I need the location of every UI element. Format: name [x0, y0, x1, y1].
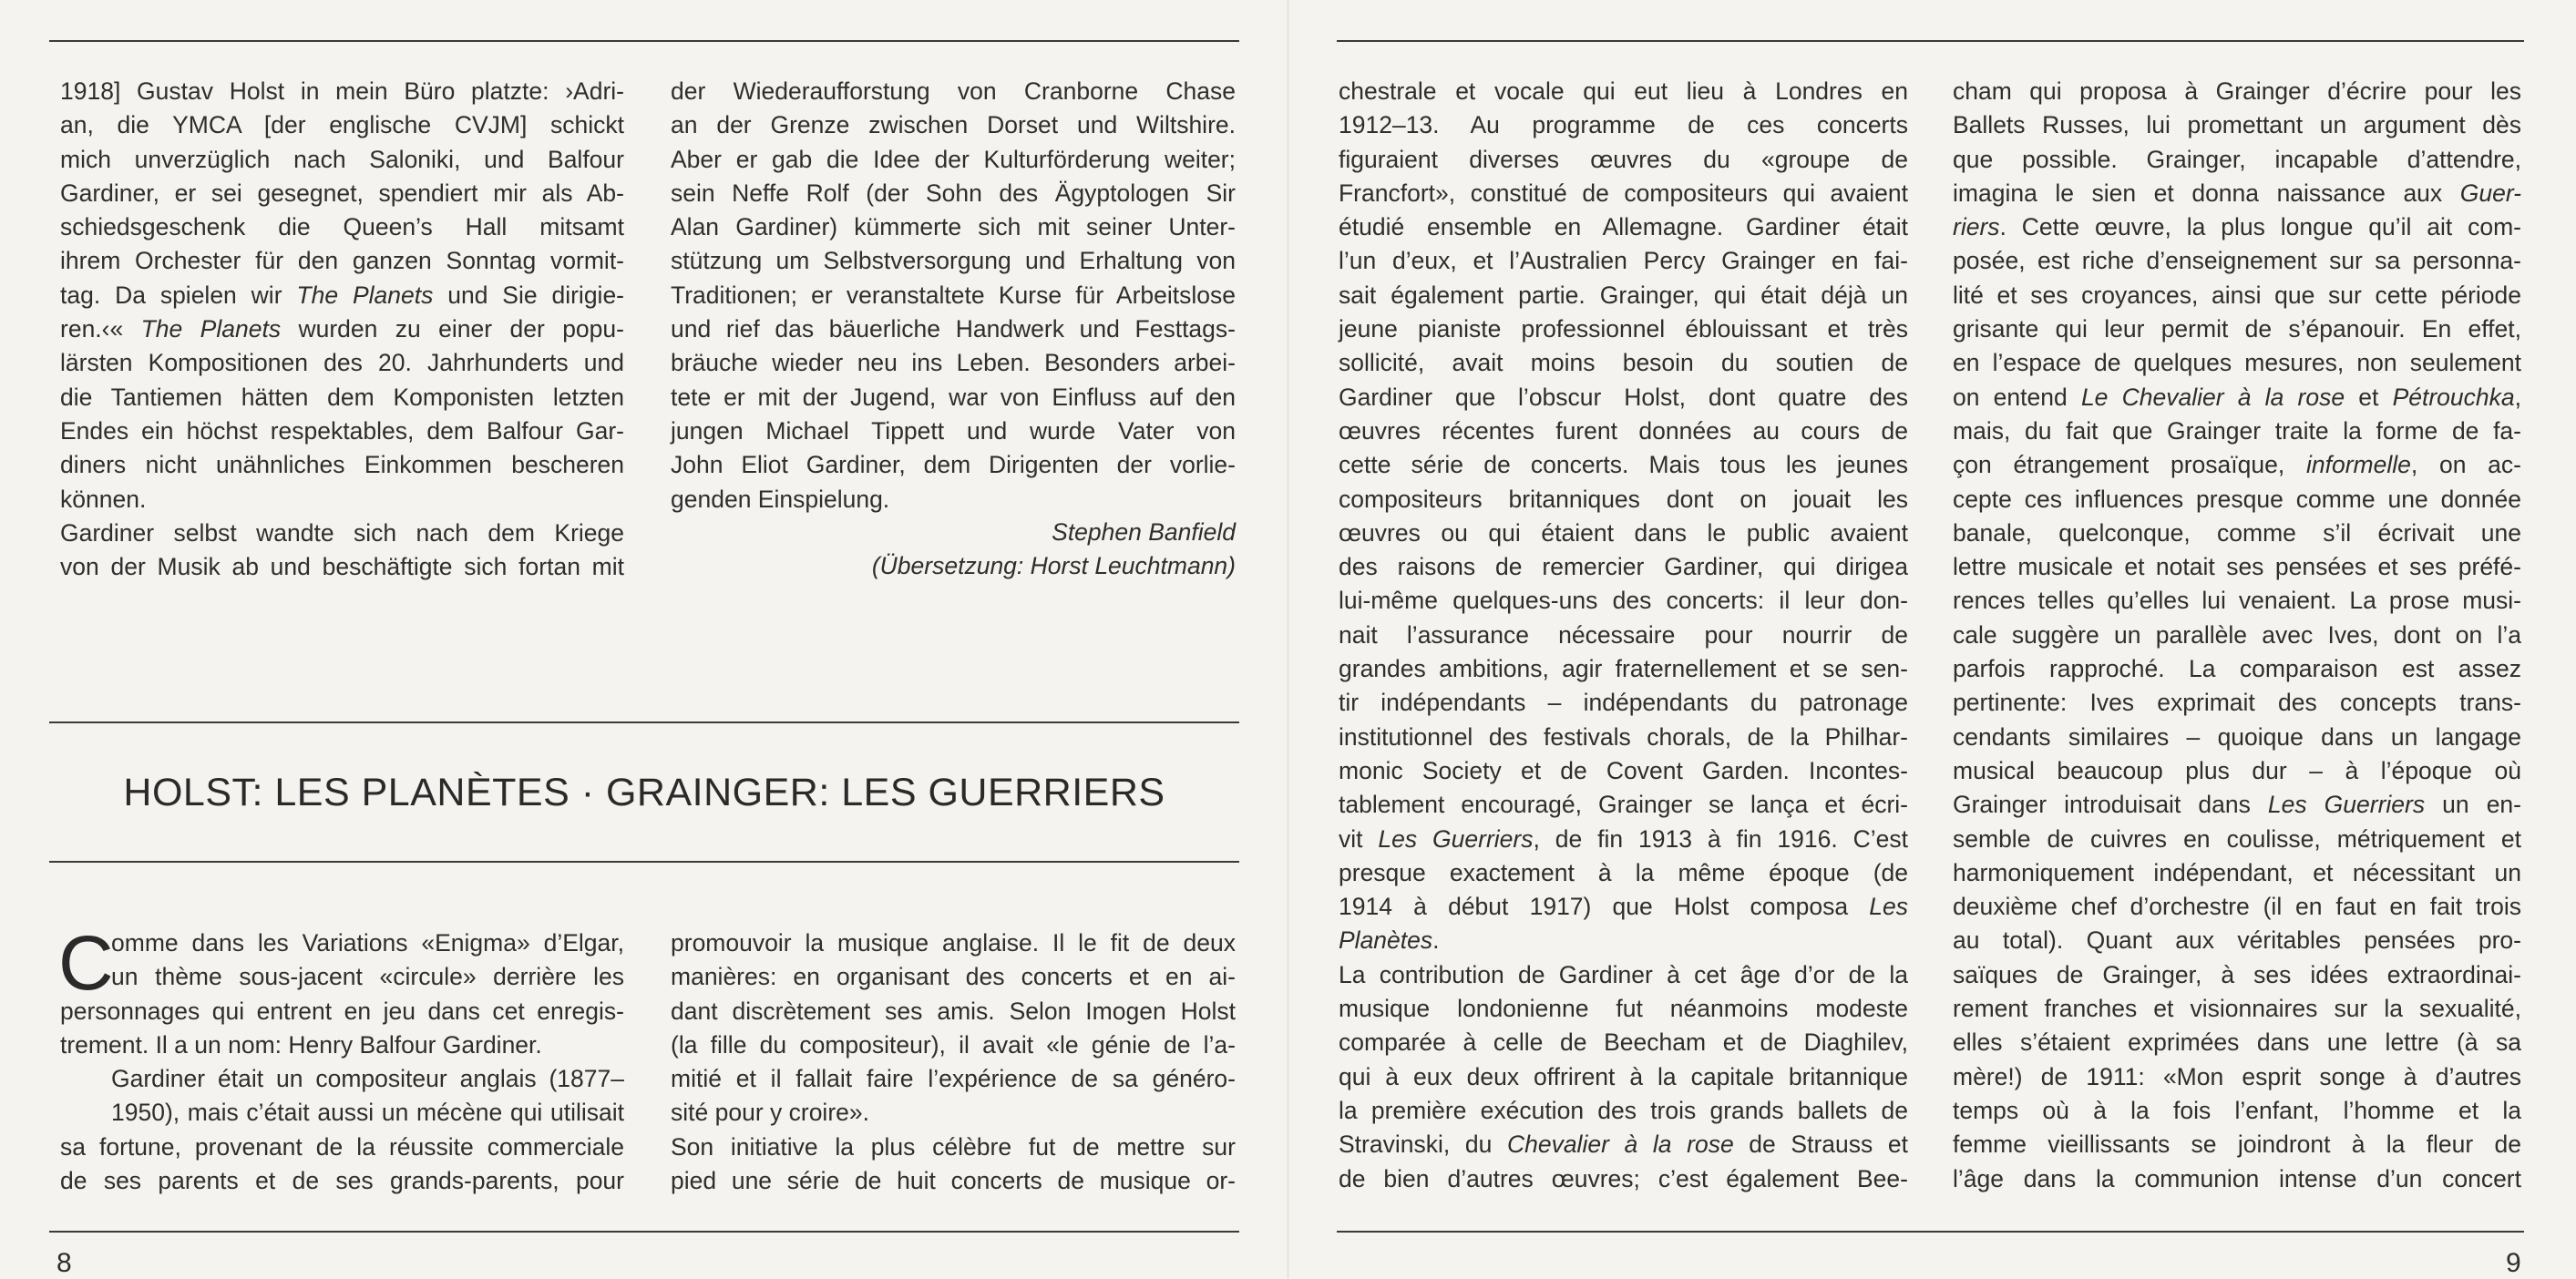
- line-text: banale, quelconque, comme s’il écrivait une: [1953, 518, 2521, 547]
- text-line: [1953, 619, 2521, 652]
- text-line: [671, 483, 1236, 517]
- section-rule-top: [49, 721, 1239, 723]
- italic-title-text: Les Guerriers: [2267, 791, 2426, 819]
- line-text: Gardiner que l’obscur Holst, dont quatre des: [1339, 383, 1908, 411]
- line-text: und rief das bäuerliche Handwerk und Festtags-: [671, 315, 1236, 343]
- text-line: [1339, 823, 1908, 856]
- text-line: [1339, 483, 1908, 517]
- line-text: et: [2345, 383, 2393, 411]
- text-line: [1339, 1060, 1908, 1094]
- text-line: [1953, 414, 2521, 448]
- article-credits: [671, 516, 1236, 584]
- text-line: [1339, 414, 1908, 448]
- text-line: [671, 143, 1236, 177]
- line-text: cham qui proposa à Grainger d’écrire pour les: [1953, 77, 2521, 105]
- line-text: .: [1432, 926, 1440, 955]
- italic-title-text: The Planets: [140, 315, 282, 343]
- line-text: imagina le sien et donna naissance aux: [1953, 179, 2460, 207]
- text-line: [671, 995, 1236, 1028]
- text-line: [1339, 1026, 1908, 1059]
- text-line: [1339, 143, 1908, 177]
- line-text: lettre musicale et notait ses pensées et ses préfé-: [1953, 553, 2521, 581]
- line-text: dant discrètement ses amis. Selon Imogen Holst: [671, 997, 1236, 1025]
- line-text: , on ac-: [2410, 451, 2521, 479]
- line-text: mitié et il fallait faire l’expérience de sa généro-: [671, 1065, 1236, 1093]
- line-text: des raisons de remercier Gardiner, qui dirigea: [1339, 553, 1908, 581]
- text-line: [1953, 1162, 2521, 1196]
- text-line: [60, 517, 624, 550]
- text-line: [1953, 1128, 2521, 1161]
- text-line: [1339, 312, 1908, 346]
- line-text: 1914 à début 1917) que Holst composa: [1339, 893, 1870, 921]
- line-text: von der Musik ab und beschäftigte sich fortan mit: [60, 553, 624, 581]
- paragraph: [60, 1062, 624, 1198]
- line-text: tete er mit der Jugend, war von Einfluss auf den: [671, 383, 1236, 411]
- text-line: [1339, 1094, 1908, 1128]
- paragraph: [671, 1131, 1236, 1199]
- line-text: schiedsgeschenk die Queen’s Hall mitsamt: [60, 213, 624, 241]
- text-line: [1339, 958, 1908, 992]
- line-text: lité et ses croyances, ainsi que sur cette période: [1953, 281, 2521, 309]
- text-line: [1339, 177, 1908, 210]
- text-line: [1953, 381, 2521, 414]
- line-text: grandes ambitions, agir fraternellement et se sen-: [1339, 655, 1908, 683]
- text-line: [1953, 448, 2521, 482]
- drop-cap: C: [58, 920, 114, 1006]
- line-text: sollicité, avait moins besoin du soutien de: [1339, 349, 1908, 377]
- text-line: [1953, 483, 2521, 517]
- paragraph: [671, 926, 1236, 1131]
- text-line: [1953, 958, 2521, 992]
- text-line: [1339, 1128, 1908, 1161]
- line-text: trement. Il a un nom: Henry Balfour Gardiner.: [60, 1030, 542, 1059]
- text-line: [60, 1062, 624, 1096]
- line-text: Aber er gab die Idee der Kulturförderung weiter;: [671, 145, 1236, 173]
- line-text: tir indépendants – indépendants du patronage: [1339, 689, 1908, 717]
- text-line: [671, 279, 1236, 312]
- translator-credit: (Übersetzung: Horst Leuchtmann): [871, 552, 1236, 580]
- text-line: [1339, 652, 1908, 686]
- text-line: [60, 75, 624, 108]
- line-text: saïques de Grainger, à ses idées extraordinai-: [1953, 960, 2521, 988]
- line-text: La contribution de Gardiner à cet âge d’or de la: [1339, 960, 1908, 988]
- line-text: wurden zu einer der popu-: [281, 315, 624, 343]
- text-line: [1953, 890, 2521, 924]
- text-line: [671, 1131, 1236, 1164]
- line-text: sait également partie. Grainger, qui était déjà un: [1339, 281, 1908, 309]
- paragraph: [60, 517, 624, 585]
- column-1-top: [60, 75, 624, 584]
- text-line: [671, 960, 1236, 994]
- text-line: [1339, 75, 1908, 108]
- text-line: [1339, 279, 1908, 312]
- italic-title-text: Les: [1869, 893, 1908, 921]
- line-text: que possible. Grainger, incapable d’attendre,: [1953, 145, 2521, 173]
- text-line: [60, 108, 624, 142]
- line-text: œuvres récentes furent données au cours de: [1339, 416, 1908, 445]
- text-line: [1953, 1094, 2521, 1128]
- text-line: [1953, 1060, 2521, 1094]
- bottom-rule-right: [1337, 1231, 2524, 1233]
- page-number-right: 9: [2506, 1248, 2521, 1278]
- column-2-top: [671, 75, 1236, 517]
- text-line: [1953, 177, 2521, 210]
- text-line: [1953, 244, 2521, 278]
- line-text: Alan Gardiner) kümmerte sich mit seiner Unter-: [671, 213, 1236, 241]
- text-line: [60, 312, 624, 346]
- text-line: [60, 143, 624, 177]
- text-line: [60, 926, 624, 960]
- line-text: Gardiner selbst wandte sich nach dem Kriege: [60, 518, 624, 547]
- line-text: stützung um Selbstversorgung und Erhaltung von: [671, 247, 1236, 275]
- line-text: compositeurs britanniques dont on jouait les: [1339, 485, 1908, 513]
- line-text: comparée à celle de Beecham et de Diaghilev,: [1339, 1028, 1908, 1057]
- line-text: rement franches et visionnaires sur la sexualité,: [1953, 995, 2521, 1023]
- column-2-bottom: [671, 926, 1236, 1198]
- line-text: parfois rapproché. La comparaison est assez: [1953, 655, 2521, 683]
- line-text: mère!) de 1911: «Mon esprit songe à d’autres: [1953, 1062, 2521, 1090]
- bottom-rule-left: [49, 1231, 1239, 1233]
- line-text: musical beaucoup plus dur – à l’époque où: [1953, 756, 2521, 784]
- text-line: [671, 448, 1236, 482]
- text-line: [671, 108, 1236, 142]
- line-text: (la fille du compositeur), il avait «le génie de l’a-: [671, 1030, 1236, 1059]
- line-text: Endes ein höchst respektables, dem Balfour Gar-: [60, 416, 624, 445]
- text-line: [1339, 448, 1908, 482]
- line-text: de ses parents et de ses grands-parents, pour: [60, 1167, 624, 1195]
- text-line: [1953, 517, 2521, 550]
- text-line: [1339, 619, 1908, 652]
- text-line: [1953, 75, 2521, 108]
- line-text: sité pour y croire».: [671, 1099, 869, 1127]
- paragraph: [1953, 75, 2521, 1196]
- paragraph: [60, 75, 624, 517]
- line-text: ren.‹«: [60, 315, 141, 343]
- column-4: [1953, 75, 2521, 1196]
- text-line: [60, 177, 624, 210]
- text-line: [60, 414, 624, 448]
- line-text: pertinente: Ives exprimait des concepts trans-: [1953, 689, 2521, 717]
- text-line: [671, 381, 1236, 414]
- text-line: [1953, 1026, 2521, 1059]
- text-line: [671, 244, 1236, 278]
- text-line: [1953, 721, 2521, 754]
- italic-title-text: Les Guerriers: [1378, 824, 1534, 853]
- line-text: institutionnel des festivals chorals, de la Philhar-: [1339, 722, 1908, 751]
- section-rule-bottom: [49, 861, 1239, 863]
- line-text: lärsten Kompositionen des 20. Jahrhunderts und: [60, 349, 624, 377]
- italic-title-text: informelle: [2305, 451, 2411, 479]
- line-text: on entend: [1953, 383, 2081, 411]
- line-text: bräuche wieder neu ins Leben. Besonders arbei-: [671, 349, 1236, 377]
- italic-title-text: Pétrouchka: [2392, 383, 2515, 411]
- text-line: [1339, 210, 1908, 244]
- line-text: vit: [1339, 824, 1379, 853]
- line-text: de bien d’autres œuvres; c’est également Bee-: [1339, 1164, 1908, 1192]
- line-text: genden Einspielung.: [671, 485, 890, 513]
- text-line: [60, 483, 624, 517]
- text-line: [60, 960, 624, 994]
- line-text: sa fortune, provenant de la réussite commerciale: [60, 1132, 624, 1161]
- column-1-bottom: [58, 920, 624, 1198]
- text-line: [671, 1096, 1236, 1130]
- line-text: omme dans les Variations «Enigma» d’Elgar,: [111, 929, 624, 957]
- text-line: [1953, 652, 2521, 686]
- line-text: ihrem Orchester für den ganzen Sonntag vormit-: [60, 247, 624, 275]
- text-line: [1953, 550, 2521, 584]
- text-line: [1339, 108, 1908, 142]
- line-text: , de fin 1913 à fin 1916. C’est: [1533, 824, 1908, 853]
- text-line: [1339, 346, 1908, 380]
- text-line: [1953, 346, 2521, 380]
- text-line: [1339, 788, 1908, 822]
- text-line: [1953, 788, 2521, 822]
- italic-title-text: riers: [1953, 213, 2000, 241]
- line-text: tag. Da spielen wir: [60, 281, 297, 309]
- line-text: Ballets Russes, lui promettant un argument dès: [1953, 111, 2521, 139]
- column-3: [1339, 75, 1908, 1196]
- line-text: 1950), mais c’était aussi un mécène qui utilisait: [111, 1099, 624, 1127]
- line-text: an, die YMCA [der englische CVJM] schickt: [60, 111, 624, 139]
- line-text: pied une série de huit concerts de musique or-: [671, 1167, 1236, 1195]
- text-line: [1953, 924, 2521, 957]
- line-text: semble de cuivres en coulisse, métriquement et: [1953, 824, 2521, 853]
- text-line: [60, 995, 624, 1028]
- paragraph: [1339, 75, 1908, 958]
- line-text: Gardiner était un compositeur anglais (1877–: [111, 1065, 624, 1093]
- text-line: [1339, 754, 1908, 788]
- line-text: deuxième chef d’orchestre (il en faut en fait trois: [1953, 893, 2521, 921]
- line-text: posée, est riche d’enseignement sur sa personna-: [1953, 247, 2521, 275]
- line-text: der Wiederaufforstung von Cranborne Chase: [671, 77, 1236, 105]
- line-text: die Tantiemen hätten dem Komponisten letzten: [60, 383, 624, 411]
- text-line: [671, 926, 1236, 960]
- text-line: [671, 1164, 1236, 1198]
- text-line: [60, 1164, 624, 1198]
- line-text: können.: [60, 485, 147, 513]
- line-text: presque exactement à la même époque (de: [1339, 858, 1908, 886]
- text-line: [1339, 924, 1908, 957]
- text-line: [1953, 312, 2521, 346]
- line-text: çon étrangement prosaïque,: [1953, 451, 2306, 479]
- text-line: [1339, 381, 1908, 414]
- line-text: figuraient diverses œuvres du «groupe de: [1339, 145, 1908, 173]
- line-text: un thème sous-jacent «circule» derrière les: [111, 963, 624, 991]
- line-text: chestrale et vocale qui eut lieu à Londres en: [1339, 77, 1908, 105]
- line-text: Gardiner, er sei gesegnet, spendiert mir als Ab-: [60, 179, 624, 207]
- italic-title-text: Planètes: [1339, 926, 1433, 955]
- line-text: jungen Michael Tippett und wurde Vater von: [671, 416, 1236, 445]
- text-line: [60, 448, 624, 482]
- text-line: [1339, 517, 1908, 550]
- line-text: 1912–13. Au programme de ces concerts: [1339, 111, 1908, 139]
- text-line: [1953, 686, 2521, 720]
- line-text: personnages qui entrent en jeu dans cet enregis-: [60, 997, 624, 1025]
- text-line: [60, 1028, 624, 1062]
- line-text: . Cette œuvre, la plus longue qu’il ait com-: [1999, 213, 2521, 241]
- line-text: cale suggère un parallèle avec Ives, dont on l’a: [1953, 620, 2521, 649]
- page-number-left: 8: [56, 1248, 72, 1278]
- line-text: qui à eux deux offrirent à la capitale britannique: [1339, 1062, 1908, 1090]
- line-text: la première exécution des trois grands ballets de: [1339, 1096, 1908, 1124]
- text-line: [671, 346, 1236, 380]
- line-text: en l’espace de quelques mesures, non seulement: [1953, 349, 2521, 377]
- text-line: [60, 279, 624, 312]
- line-text: promouvoir la musique anglaise. Il le fit de deux: [671, 929, 1236, 957]
- text-line: [1953, 210, 2521, 244]
- line-text: musique londonienne fut néanmoins modeste: [1339, 995, 1908, 1023]
- text-line: [1339, 686, 1908, 720]
- text-line: [671, 177, 1236, 210]
- text-line: [1953, 584, 2521, 618]
- line-text: cepte ces influences presque comme une donnée: [1953, 485, 2521, 513]
- italic-title-text: Chevalier à la rose: [1506, 1131, 1734, 1159]
- line-text: 1918] Gustav Holst in mein Büro platzte: ›Adri-: [60, 77, 624, 105]
- text-line: [671, 414, 1236, 448]
- line-text: monic Society et de Covent Garden. Incontes-: [1339, 756, 1908, 784]
- text-line: [1339, 856, 1908, 890]
- line-text: und Sie dirigie-: [433, 281, 625, 309]
- text-line: [60, 381, 624, 414]
- line-text: œuvres ou qui étaient dans le public avaient: [1339, 518, 1908, 547]
- italic-title-text: Le Chevalier à la rose: [2080, 383, 2345, 411]
- text-line: [60, 244, 624, 278]
- column-1-bottom-text: [58, 920, 624, 1198]
- line-text: Francfort», constitué de compositeurs qui avaient: [1339, 179, 1908, 207]
- line-text: un en-: [2425, 791, 2521, 819]
- line-text: cette série de concerts. Mais tous les jeunes: [1339, 451, 1908, 479]
- line-text: femme vieillissants se joindront à la fleur de: [1953, 1131, 2521, 1159]
- line-text: mich unverzüglich nach Saloniki, und Balfour: [60, 145, 624, 173]
- text-line: [1953, 823, 2521, 856]
- text-line: [60, 1131, 624, 1164]
- section-title: HOLST: LES PLANÈTES · GRAINGER: LES GUERRIERS: [123, 771, 1165, 814]
- text-line: [1953, 856, 2521, 890]
- italic-title-text: Guer-: [2459, 179, 2521, 207]
- text-line: [671, 210, 1236, 244]
- text-line: [1953, 108, 2521, 142]
- text-line: [671, 312, 1236, 346]
- text-line: [1953, 143, 2521, 177]
- line-text: lui-même quelques-uns des concerts: il leur don-: [1339, 587, 1908, 615]
- text-line: [671, 1028, 1236, 1062]
- author-credit: Stephen Banfield: [1052, 518, 1236, 546]
- text-line: [1953, 992, 2521, 1026]
- line-text: tablement encouragé, Grainger se lança et écri-: [1339, 791, 1908, 819]
- paragraph: [1339, 958, 1908, 1196]
- line-text: Grainger introduisait dans: [1953, 791, 2268, 819]
- text-line: [60, 550, 624, 584]
- paragraph: [671, 75, 1236, 517]
- text-line: [1953, 754, 2521, 788]
- top-rule-left: [49, 40, 1239, 42]
- line-text: rences telles qu’elles lui venaient. La prose musi-: [1953, 587, 2521, 615]
- line-text: étudié ensemble en Allemagne. Gardiner était: [1339, 213, 1908, 241]
- text-line: [1339, 550, 1908, 584]
- line-text: diners nicht unähnliches Einkommen bescheren: [60, 451, 624, 479]
- text-line: [60, 346, 624, 380]
- line-text: Stravinski, du: [1339, 1131, 1507, 1159]
- line-text: manières: en organisant des concerts et en ai-: [671, 963, 1236, 991]
- top-rule-right: [1337, 40, 2524, 42]
- line-text: elles s’étaient exprimées dans une lettre (à sa: [1953, 1028, 2521, 1057]
- line-text: harmoniquement indépendant, et nécessitant un: [1953, 858, 2521, 886]
- text-line: [1953, 279, 2521, 312]
- line-text: Traditionen; er veranstaltete Kurse für Arbeitslose: [671, 281, 1236, 309]
- text-line: [1339, 1162, 1908, 1196]
- italic-title-text: The Planets: [296, 281, 434, 309]
- line-text: mais, du fait que Grainger traite la forme de fa-: [1953, 416, 2521, 445]
- line-text: grisante qui leur permit de s’épanouir. En effet,: [1953, 315, 2521, 343]
- line-text: cendants similaires – quoique dans un langage: [1953, 722, 2521, 751]
- line-text: Son initiative la plus célèbre fut de mettre sur: [671, 1132, 1236, 1161]
- line-text: l’un d’eux, et l’Australien Percy Grainger en fai-: [1339, 247, 1908, 275]
- line-text: de Strauss et: [1733, 1131, 1908, 1159]
- line-text: temps où à la fois l’enfant, l’homme et la: [1953, 1096, 2521, 1124]
- text-line: [1339, 584, 1908, 618]
- line-text: John Eliot Gardiner, dem Dirigenten der vorlie-: [671, 451, 1236, 479]
- line-text: jeune pianiste professionnel éblouissant et très: [1339, 315, 1908, 343]
- line-text: an der Grenze zwischen Dorset und Wiltshire.: [671, 111, 1236, 139]
- line-text: au total). Quant aux véritables pensées pro-: [1953, 926, 2521, 955]
- text-line: [60, 1096, 624, 1130]
- text-line: [671, 1062, 1236, 1096]
- text-line: [671, 75, 1236, 108]
- page-gutter: [1287, 0, 1289, 1279]
- line-text: l’âge dans la communion intense d’un concert: [1953, 1164, 2521, 1192]
- line-text: ,: [2514, 383, 2521, 411]
- text-line: [1339, 992, 1908, 1026]
- line-text: nait l’assurance nécessaire pour nourrir de: [1339, 620, 1908, 649]
- text-line: [60, 210, 624, 244]
- line-text: sein Neffe Rolf (der Sohn des Ägyptologen Sir: [671, 179, 1236, 207]
- text-line: [1339, 244, 1908, 278]
- text-line: [1339, 890, 1908, 924]
- text-line: [1339, 721, 1908, 754]
- paragraph: [58, 920, 624, 1062]
